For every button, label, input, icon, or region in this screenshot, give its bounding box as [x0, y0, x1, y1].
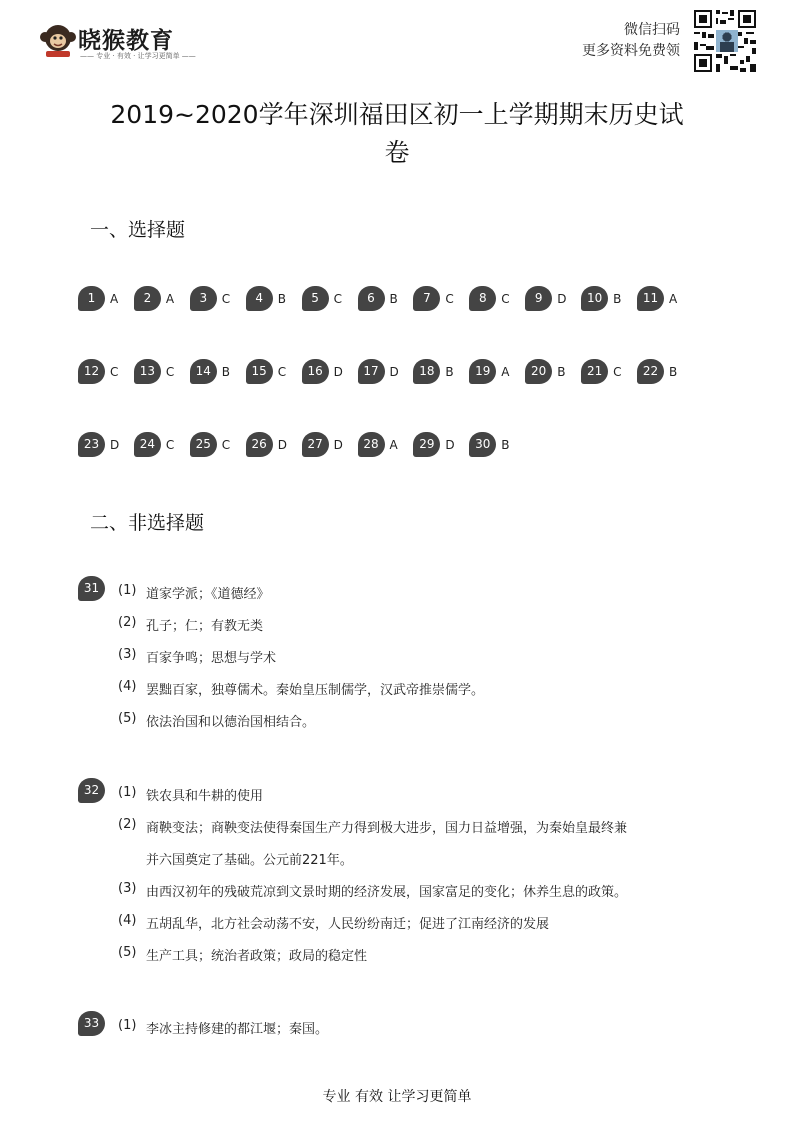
- question-number-badge: 32: [78, 778, 105, 803]
- answer-item: [413, 359, 469, 383]
- answer-letter: B: [277, 292, 286, 306]
- answer-item: [78, 432, 134, 456]
- answer-item: [413, 286, 469, 310]
- sub-question-answer: 罢黜百家，独尊儒术。秦始皇压制儒学，汉武帝推崇儒学。: [146, 683, 485, 698]
- answer-letter: A: [501, 365, 510, 379]
- answer-letter: D: [389, 365, 399, 379]
- answer-letter: C: [277, 365, 287, 379]
- sub-question-answer: 百家争鸣；思想与学术: [146, 651, 277, 666]
- question-number-badge: 14: [190, 359, 217, 384]
- question-number-badge: 25: [190, 432, 217, 457]
- answer-item: [358, 432, 414, 456]
- answer-letter: C: [501, 292, 510, 306]
- answer-item: [190, 286, 246, 310]
- answer-item: [525, 359, 581, 383]
- question-number-badge: 18: [413, 359, 440, 384]
- answer-item: [469, 286, 525, 310]
- answer-letter: C: [110, 365, 119, 379]
- sub-question-answer: 由西汉初年的残破荒凉到文景时期的经济发展，国家富足的变化；休养生息的政策。: [146, 885, 628, 900]
- answer-letter: D: [557, 292, 567, 306]
- question-number-badge: 8: [469, 286, 496, 311]
- answer-item: [246, 359, 302, 383]
- answer-item: [358, 286, 414, 310]
- answer-letter: C: [613, 365, 622, 379]
- question-number-badge: 21: [581, 359, 608, 384]
- answer-letter: B: [557, 365, 566, 379]
- answer-letter: D: [277, 438, 287, 452]
- answer-letter: B: [669, 365, 678, 379]
- answer-item: [637, 286, 693, 310]
- question-number-badge: 5: [302, 286, 329, 311]
- answer-letter: C: [221, 438, 231, 452]
- answer-item: [190, 359, 246, 383]
- question-number-badge: 3: [190, 286, 217, 311]
- wechat-prompt: [582, 20, 680, 62]
- answer-item: [469, 359, 525, 383]
- answer-letter: C: [165, 438, 175, 452]
- answer-letter: C: [445, 292, 454, 306]
- answer-item: [78, 359, 134, 383]
- answer-letter: A: [669, 292, 678, 306]
- sub-question-marker: (1): [118, 785, 137, 800]
- section-heading-choice: 一、选择题: [90, 219, 186, 241]
- question-number-badge: 20: [525, 359, 552, 384]
- sub-question-answer: 铁农具和牛耕的使用: [146, 789, 264, 804]
- answer-letter: B: [389, 292, 398, 306]
- answer-letter: D: [110, 438, 120, 452]
- question-number-badge: 6: [358, 286, 385, 311]
- answer-letter: B: [613, 292, 622, 306]
- answer-letter: A: [110, 292, 119, 306]
- logo-text: 晓猴教育: [78, 28, 174, 54]
- wechat-scan-label: 微信扫码: [624, 22, 680, 38]
- sub-question-marker: (4): [118, 679, 137, 694]
- wechat-free-label: 更多资料免费领: [582, 43, 680, 59]
- question-number-badge: 23: [78, 432, 105, 457]
- question-number-badge: 11: [637, 286, 664, 311]
- answer-item: [246, 432, 302, 456]
- question-number-badge: 16: [302, 359, 329, 384]
- answer-item: [302, 286, 358, 310]
- title-line-2: 卷: [384, 138, 410, 167]
- sub-question-marker: (5): [118, 945, 137, 960]
- answer-item: [134, 286, 190, 310]
- title-line-1: 2019~2020学年深圳福田区初一上学期期末历史试: [110, 100, 684, 129]
- answer-letter: A: [165, 292, 175, 306]
- answer-letter: C: [165, 365, 175, 379]
- answer-letter: B: [445, 365, 454, 379]
- page-footer: 专业 有效 让学习更简单: [322, 1089, 472, 1105]
- question-number-badge: 1: [78, 286, 105, 311]
- answer-letter: B: [501, 438, 510, 452]
- answer-letter: C: [333, 292, 342, 306]
- sub-question-marker: (5): [118, 711, 137, 726]
- sub-question-marker: (1): [118, 583, 137, 598]
- question-number-badge: 10: [581, 286, 608, 311]
- answer-item: [525, 286, 581, 310]
- sub-question-marker: (1): [118, 1018, 137, 1033]
- question-number-badge: 31: [78, 576, 105, 601]
- answer-letter: D: [445, 438, 455, 452]
- monkey-logo-icon: [36, 20, 80, 60]
- answer-item: [302, 432, 358, 456]
- answer-letter: A: [389, 438, 398, 452]
- question-number-badge: 12: [78, 359, 105, 384]
- sub-question-marker: (4): [118, 913, 137, 928]
- question-number-badge: 2: [134, 286, 161, 311]
- page-title: [80, 96, 714, 172]
- question-number-badge: 17: [358, 359, 385, 384]
- question-number-badge: 24: [134, 432, 161, 457]
- sub-question-answer: 道家学派；《道德经》: [146, 587, 270, 602]
- answer-letter: D: [333, 365, 343, 379]
- sub-question-answer: 五胡乱华，北方社会动荡不安，人民纷纷南迁；促进了江南经济的发展: [146, 917, 550, 932]
- question-number-badge: 27: [302, 432, 329, 457]
- question-number-badge: 30: [469, 432, 496, 457]
- answer-item: [78, 286, 134, 310]
- answer-item: [134, 432, 190, 456]
- question-number-badge: 13: [134, 359, 161, 384]
- sub-question-marker: (2): [118, 817, 137, 832]
- sub-question-answer: 并六国奠定了基础。公元前221年。: [146, 853, 353, 868]
- answer-item: [581, 359, 637, 383]
- question-number-badge: 4: [246, 286, 273, 311]
- question-number-badge: 22: [637, 359, 664, 384]
- sub-question-marker: (3): [118, 881, 137, 896]
- answer-letter: C: [221, 292, 231, 306]
- question-number-badge: 7: [413, 286, 440, 311]
- answer-item: [469, 432, 525, 456]
- answer-item: [246, 286, 302, 310]
- sub-question-answer: 李冰主持修建的都江堰；秦国。: [146, 1022, 329, 1037]
- qr-code-icon[interactable]: [692, 8, 758, 74]
- sub-question-marker: (2): [118, 615, 137, 630]
- section-heading-nonchoice: 二、非选择题: [90, 512, 205, 534]
- answer-letter: B: [221, 365, 231, 379]
- sub-question-answer: 生产工具；统治者政策；政局的稳定性: [146, 949, 368, 964]
- question-number-badge: 19: [469, 359, 496, 384]
- brand-logo: [36, 18, 196, 66]
- answer-item: [581, 286, 637, 310]
- sub-question-answer: 孔子；仁；有教无类: [146, 619, 264, 634]
- answer-item: [413, 432, 469, 456]
- question-number-badge: 26: [246, 432, 273, 457]
- question-number-badge: 15: [246, 359, 273, 384]
- question-number-badge: 28: [358, 432, 385, 457]
- question-number-badge: 29: [413, 432, 440, 457]
- answer-item: [190, 432, 246, 456]
- question-number-badge: 33: [78, 1011, 105, 1036]
- sub-question-answer: 依法治国和以德治国相结合。: [146, 715, 316, 730]
- answer-item: [358, 359, 414, 383]
- answer-item: [302, 359, 358, 383]
- answer-item: [134, 359, 190, 383]
- answer-item: [637, 359, 693, 383]
- sub-question-answer: 商鞅变法；商鞅变法使得秦国生产力得到极大进步，国力日益增强，为秦始皇最终兼: [146, 821, 628, 836]
- answer-letter: D: [333, 438, 343, 452]
- sub-question-marker: (3): [118, 647, 137, 662]
- logo-slogan: —— 专业 · 有效 · 让学习更简单 ——: [80, 52, 196, 60]
- question-number-badge: 9: [525, 286, 552, 311]
